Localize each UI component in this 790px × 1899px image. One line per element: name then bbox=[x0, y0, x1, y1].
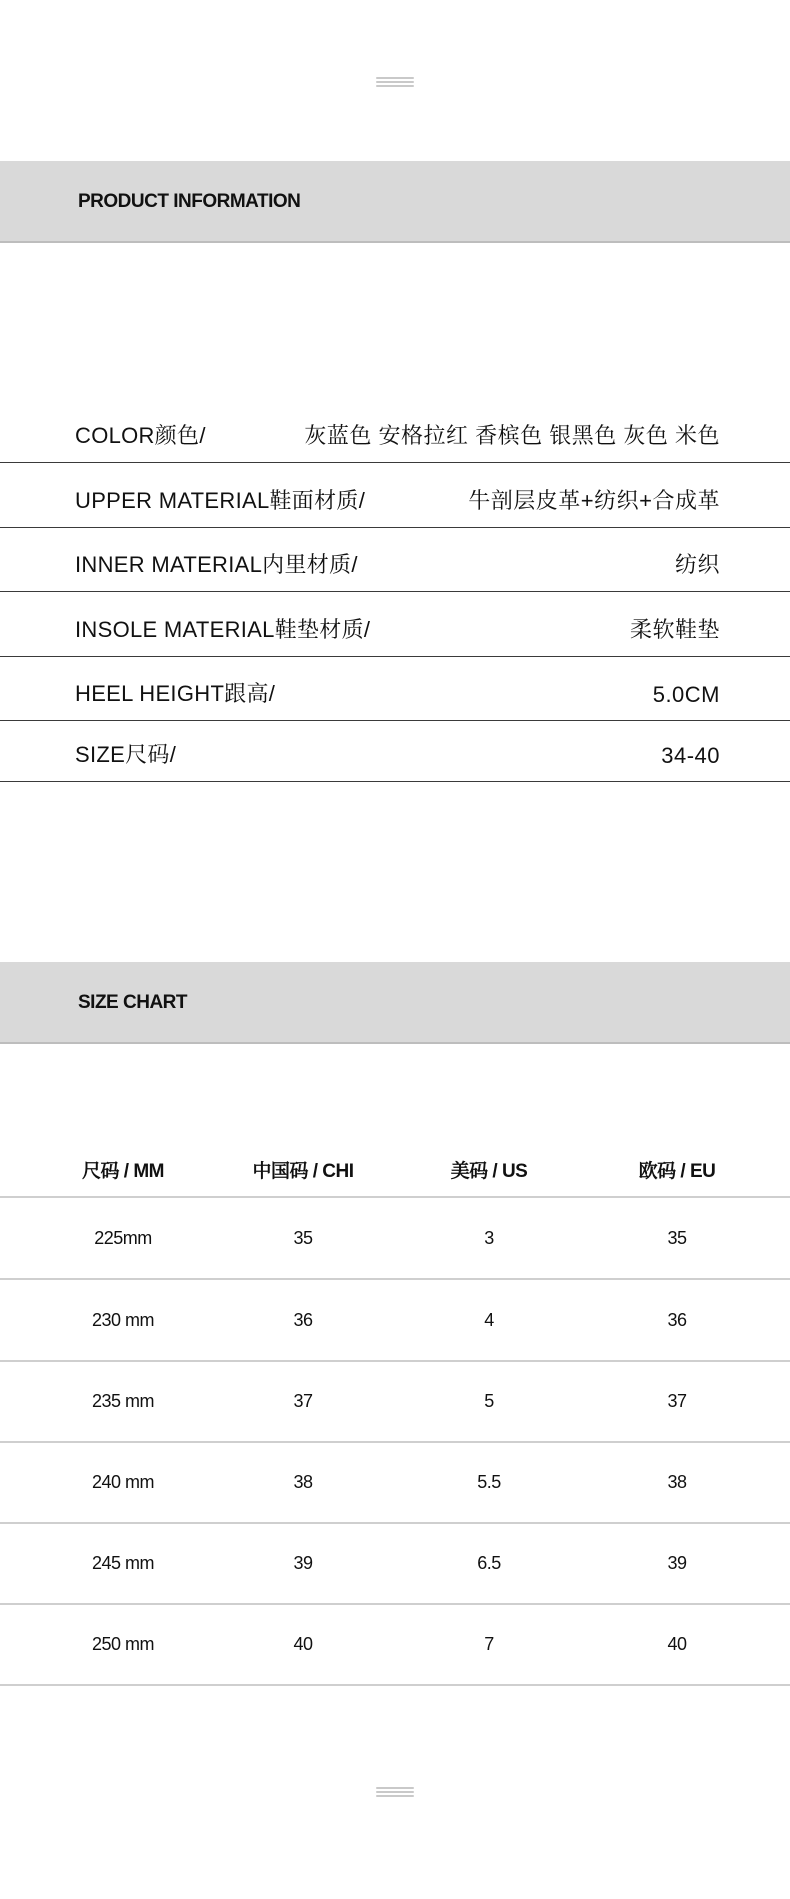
table-cell: 4 bbox=[484, 1309, 494, 1330]
info-row-upper-material bbox=[0, 463, 790, 528]
info-row-color bbox=[0, 398, 790, 463]
table-cell: 39 bbox=[293, 1552, 313, 1573]
table-cell: 37 bbox=[293, 1390, 313, 1411]
bottom-divider-icon bbox=[376, 1787, 414, 1797]
info-row-insole-material bbox=[0, 592, 790, 657]
table-row bbox=[0, 1361, 790, 1443]
table-cell: 38 bbox=[667, 1471, 687, 1492]
table-cell: 36 bbox=[667, 1309, 687, 1330]
table-cell: 38 bbox=[293, 1471, 313, 1492]
table-cell: 40 bbox=[667, 1633, 687, 1654]
top-divider-icon bbox=[376, 77, 414, 87]
table-cell: 5 bbox=[484, 1390, 494, 1411]
info-value: 5.0CM bbox=[652, 682, 720, 707]
info-label: COLOR颜色/ bbox=[75, 423, 206, 448]
table-cell: 245 mm bbox=[91, 1552, 155, 1573]
table-cell: 35 bbox=[667, 1227, 687, 1248]
info-value: 灰蓝色 安格拉红 香槟色 银黑色 灰色 米色 bbox=[304, 423, 720, 448]
table-cell: 240 mm bbox=[91, 1471, 155, 1492]
table-cell: 7 bbox=[484, 1633, 494, 1654]
product-information-header bbox=[0, 161, 790, 243]
column-header-chi: 中国码 / CHI bbox=[252, 1160, 354, 1182]
column-header-us: 美码 / US bbox=[450, 1160, 528, 1182]
table-row bbox=[0, 1198, 790, 1280]
table-row bbox=[0, 1523, 790, 1605]
info-label: INSOLE MATERIAL鞋垫材质/ bbox=[75, 617, 371, 642]
table-cell: 250 mm bbox=[91, 1633, 155, 1654]
size-chart-header bbox=[0, 962, 790, 1044]
table-cell: 230 mm bbox=[91, 1309, 155, 1330]
table-row bbox=[0, 1604, 790, 1686]
product-information-title: PRODUCT INFORMATION bbox=[78, 191, 301, 212]
info-label: INNER MATERIAL内里材质/ bbox=[75, 552, 358, 577]
column-header-eu: 欧码 / EU bbox=[638, 1160, 716, 1182]
table-cell: 37 bbox=[667, 1390, 687, 1411]
info-label: HEEL HEIGHT跟高/ bbox=[75, 681, 276, 706]
size-chart-title: SIZE CHART bbox=[78, 992, 187, 1013]
table-cell: 235 mm bbox=[91, 1390, 155, 1411]
table-cell: 35 bbox=[293, 1227, 313, 1248]
table-row bbox=[0, 1442, 790, 1524]
info-value: 柔软鞋垫 bbox=[629, 617, 720, 642]
info-label: SIZE尺码/ bbox=[75, 742, 177, 767]
table-cell: 6.5 bbox=[477, 1552, 501, 1573]
info-row-heel-height bbox=[0, 656, 790, 721]
table-cell: 225mm bbox=[94, 1227, 152, 1248]
table-row bbox=[0, 1280, 790, 1362]
info-value: 牛剖层皮革+纺织+合成革 bbox=[468, 488, 720, 513]
table-cell: 36 bbox=[293, 1309, 313, 1330]
info-row-size bbox=[0, 718, 790, 782]
table-cell: 5.5 bbox=[477, 1471, 501, 1492]
info-value: 纺织 bbox=[674, 552, 720, 577]
table-cell: 39 bbox=[667, 1552, 687, 1573]
column-header-mm: 尺码 / MM bbox=[82, 1160, 164, 1182]
info-row-inner-material bbox=[0, 527, 790, 592]
size-chart-header-row bbox=[0, 1144, 790, 1198]
table-cell: 40 bbox=[293, 1633, 313, 1654]
info-label: UPPER MATERIAL鞋面材质/ bbox=[75, 488, 366, 513]
info-value: 34-40 bbox=[661, 743, 720, 768]
table-cell: 3 bbox=[484, 1227, 494, 1248]
